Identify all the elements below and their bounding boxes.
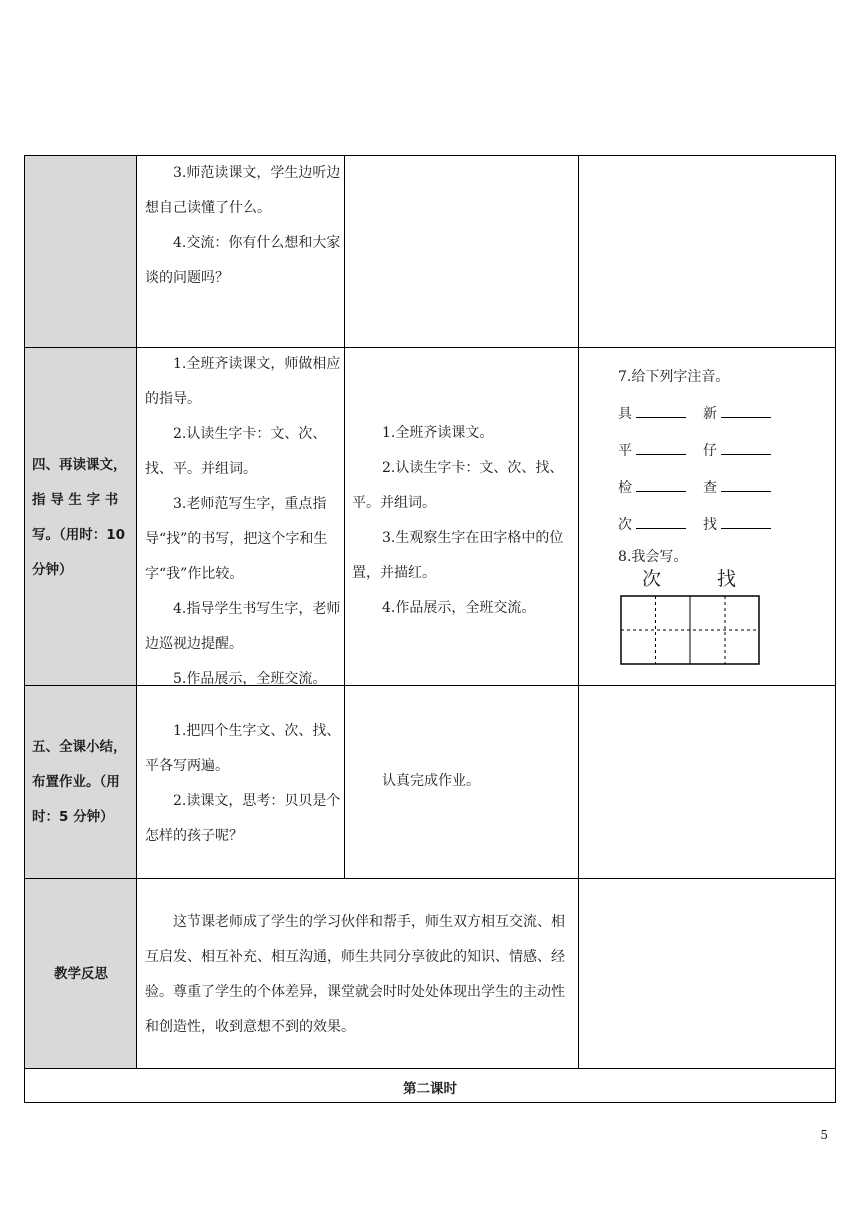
- row2-student-item: 4.作品展示，全班交流。: [382, 600, 536, 616]
- row1-teacher-item: 4.交流：你有什么想和大家谈的问题吗？: [145, 235, 341, 286]
- pinyin-blank[interactable]: [721, 514, 771, 529]
- pinyin-row: 平 仔: [618, 431, 828, 468]
- col-divider-3: [578, 155, 579, 1068]
- pinyin-blank[interactable]: [636, 440, 686, 455]
- row2-teacher-item: 2.认读生字卡：文、次、找、平。并组词。: [145, 426, 327, 477]
- pinyin-blank[interactable]: [636, 403, 686, 418]
- second-lesson-heading: 第二课时: [403, 1081, 457, 1097]
- reflection-text: 这节课老师成了学生的学习伙伴和帮手，师生双方相互交流、相互启发、相互补充、相互沟通，师生共同分享彼此的知识、情感、经验。尊重了学生的个体差异，课堂就会时时处处体现出学生的主动性和创造性，收到意想不到的效果。: [145, 914, 565, 1035]
- pinyin-blank[interactable]: [636, 514, 686, 529]
- write-char-2: 找: [717, 568, 737, 590]
- row3-stage-label: 五、全课小结， 布置作业。（用 时：5 分钟）: [32, 739, 127, 825]
- pinyin-blank[interactable]: [721, 403, 771, 418]
- pinyin-blank[interactable]: [636, 477, 686, 492]
- row-divider-3: [24, 878, 836, 879]
- write-char-1: 次: [642, 568, 662, 590]
- row2-teacher-item: 4.指导学生书写生字，老师边巡视边提醒。: [145, 601, 341, 652]
- pinyin-exercise-title: 7.给下列字注音。: [618, 369, 730, 385]
- row3-teacher-item: 1.把四个生字文、次、找、平各写两遍。: [145, 723, 341, 774]
- row1-teacher-item: 3.师范读课文，学生边听边想自己读懂了什么。: [145, 165, 341, 216]
- pinyin-row: 具 新: [618, 394, 828, 431]
- row1-teacher-activities: [145, 156, 341, 296]
- pinyin-row: 检 查: [618, 468, 828, 505]
- row2-student-item: 3.生观察生字在田字格中的位置，并描红。: [352, 530, 564, 581]
- row2-teacher-item: 3.老师范写生字，重点指导“找”的书写，把这个字和生字“我”作比较。: [145, 496, 328, 582]
- row3-teacher-item: 2.读课文，思考：贝贝是个怎样的孩子呢？: [145, 793, 341, 844]
- pinyin-row: 次 找: [618, 505, 828, 542]
- tianzige-grid[interactable]: [620, 595, 762, 667]
- row2-teacher-activities: [145, 347, 341, 697]
- row2-teacher-item: 5.作品展示，全班交流。: [173, 671, 327, 687]
- row2-student-item: 2.认读生字卡：文、次、找、平。并组词。: [352, 460, 564, 511]
- row3-teacher-activities: [145, 714, 341, 854]
- pinyin-blank[interactable]: [721, 477, 771, 492]
- pinyin-blank[interactable]: [721, 440, 771, 455]
- write-exercise-title: 8.我会写。: [618, 549, 688, 565]
- row2-student-activities: [352, 416, 574, 626]
- row3-student-activities: 认真完成作业。: [382, 773, 480, 789]
- row2-student-item: 1.全班齐读课文。: [382, 425, 494, 441]
- col-divider-1: [136, 155, 137, 1068]
- row2-teacher-item: 1.全班齐读课文，师做相应的指导。: [145, 356, 341, 407]
- col-divider-2: [344, 155, 345, 878]
- row-divider-4: [24, 1068, 836, 1069]
- row2-exercises: [618, 360, 828, 572]
- page-number: 5: [820, 1128, 828, 1142]
- reflection-label: 教学反思: [54, 966, 108, 982]
- row2-stage-label: 四、再读课文， 指 导 生 字 书 写。（用时：10 分钟）: [32, 457, 127, 578]
